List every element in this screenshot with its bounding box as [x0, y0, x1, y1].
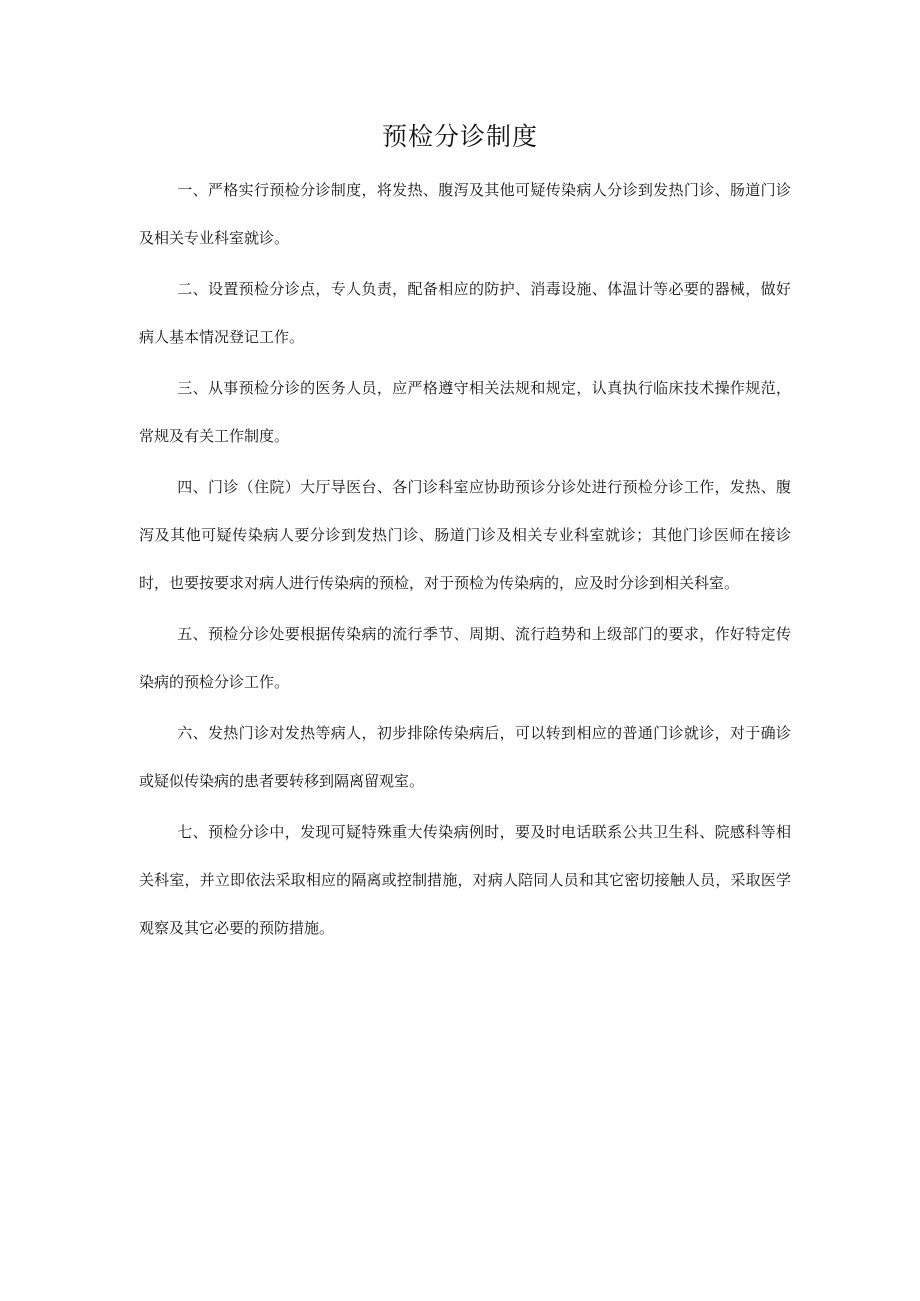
paragraph-5: 五、预检分诊处要根据传染病的流行季节、周期、流行趋势和上级部门的要求，作好特定传染病的预检分诊工作。 — [139, 625, 791, 691]
paragraph-6: 六、发热门诊对发热等病人，初步排除传染病后，可以转到相应的普通门诊就诊，对于确诊或疑似传染病的患者要转移到隔离留观室。 — [139, 724, 791, 790]
paragraph-3: 三、从事预检分诊的医务人员，应严格遵守相关法规和规定，认真执行临床技术操作规范，常规及有关工作制度。 — [139, 379, 791, 445]
paragraph-1: 一、严格实行预检分诊制度，将发热、腹泻及其他可疑传染病人分诊到发热门诊、肠道门诊及相关专业科室就诊。 — [139, 181, 791, 247]
paragraph-2: 二、设置预检分诊点，专人负责，配备相应的防护、消毒设施、体温计等必要的器械，做好病人基本情况登记工作。 — [139, 280, 791, 346]
paragraph-7: 七、预检分诊中，发现可疑特殊重大传染病例时，要及时电话联系公共卫生科、院感科等相关科室，并立即依法采取相应的隔离或控制措施，对病人陪同人员和其它密切接触人员，采取医学观察及其它必要的预防措施。 — [139, 823, 791, 937]
paragraph-4: 四、门诊（住院）大厅导医台、各门诊科室应协助预诊分诊处进行预检分诊工作，发热、腹泻及其他可疑传染病人要分诊到发热门诊、肠道门诊及相关专业科室就诊；其他门诊医师在接诊时，也要按要求对病人进行传染病的预检，对于预检为传染病的，应及时分诊到相关科室。 — [139, 478, 791, 592]
document-body — [139, 166, 791, 955]
document-title: 预检分诊制度 — [381, 122, 538, 151]
